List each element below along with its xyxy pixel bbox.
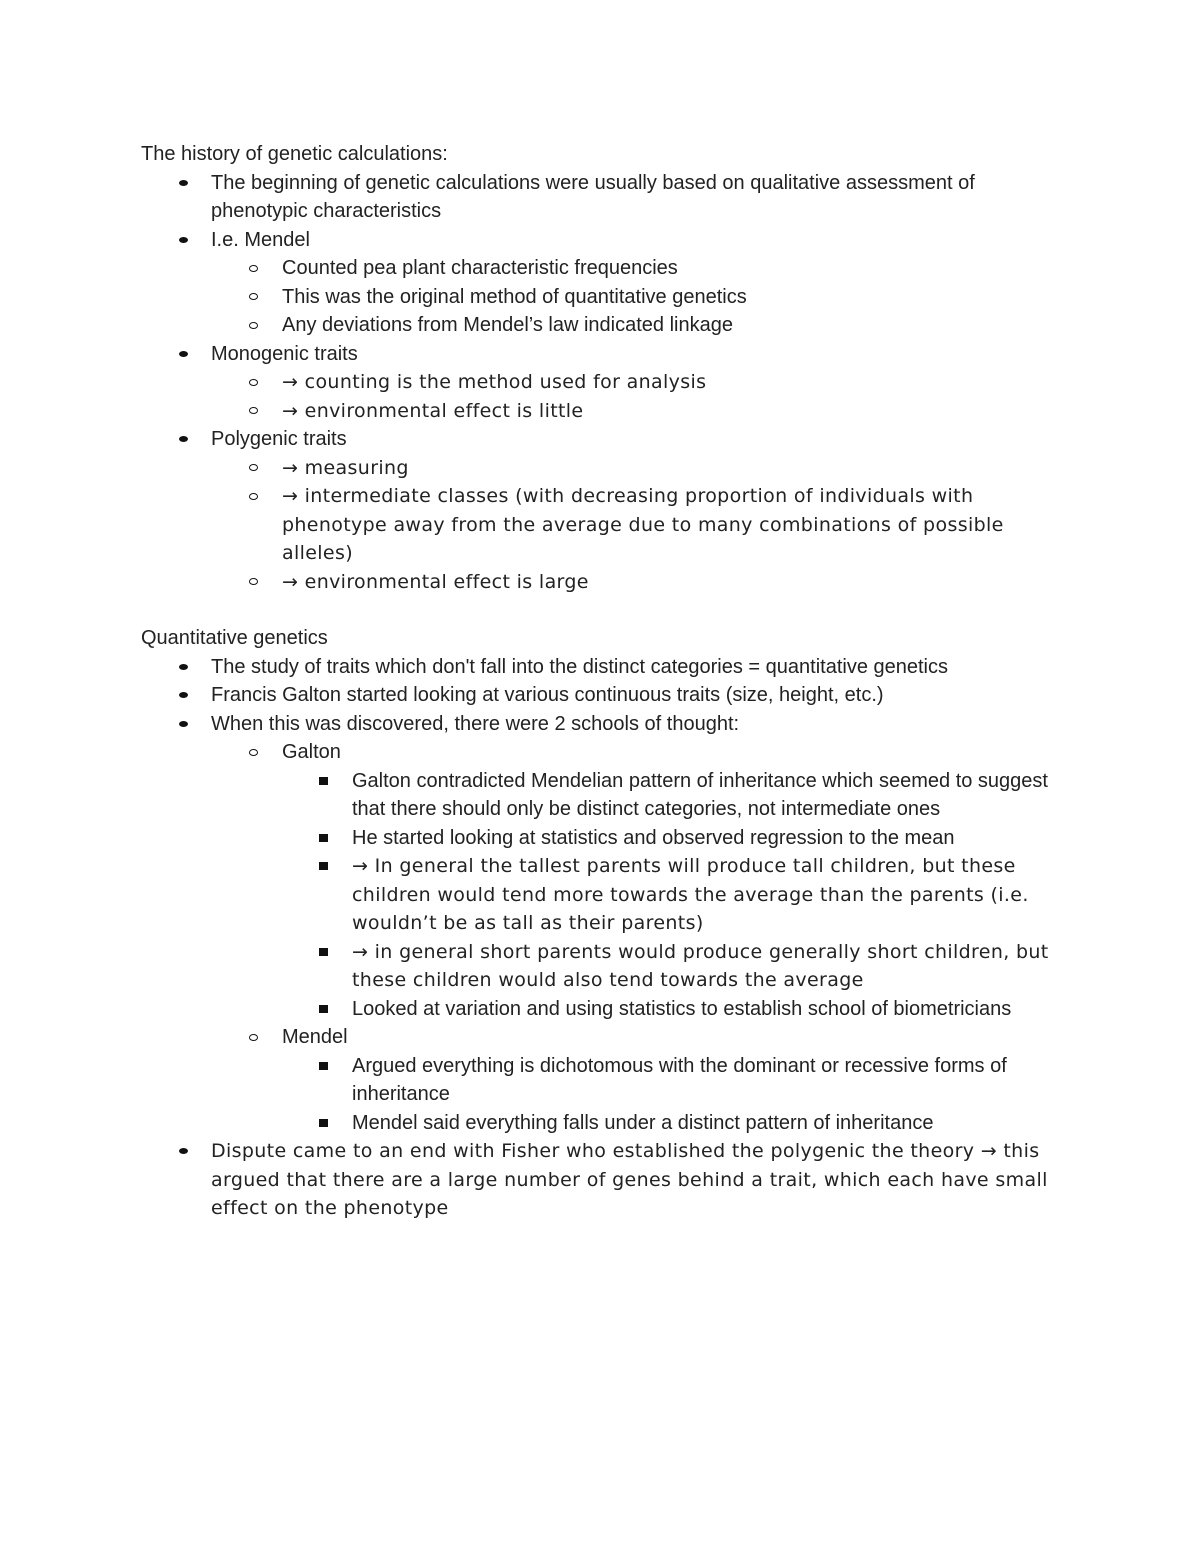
bullet-icon [177, 1137, 189, 1166]
square-bullet-icon [317, 938, 329, 967]
list-item [141, 1052, 1071, 1109]
history-list [141, 169, 1071, 255]
quantitative-list [141, 653, 1071, 739]
list-item-text: Looked at variation and using statistics to establish school of biometricians [352, 997, 1012, 1020]
bullet-icon [177, 226, 189, 255]
list-item-text: The study of traits which don't fall into the distinct categories = quantitative genetics [211, 655, 949, 678]
galton-sublist [141, 767, 1071, 1024]
list-item-text: Argued everything is dichotomous with the dominant or recessive forms of inheritance [352, 1054, 1007, 1105]
list-item [141, 938, 1071, 995]
list-item [141, 1109, 1071, 1138]
list-item [141, 425, 1071, 454]
section-spacer [141, 596, 1071, 624]
bullet-icon [177, 340, 189, 369]
list-item-text: Dispute came to an end with Fisher who established the polygenic the theory → this argued that there are a large number of genes behind a trait, which each have small effect on the phenotype [211, 1140, 1048, 1219]
section-heading-quantitative: Quantitative genetics [141, 627, 328, 649]
list-item-text: He started looking at statistics and observed regression to the mean [352, 826, 955, 849]
circle-bullet-icon [247, 368, 259, 397]
list-item [141, 169, 1071, 226]
list-item [141, 995, 1071, 1024]
list-item-text: Galton [282, 741, 341, 763]
list-item [141, 852, 1071, 938]
list-item-text: → environmental effect is little [282, 399, 584, 422]
circle-bullet-icon [247, 454, 259, 483]
bullet-icon [177, 653, 189, 682]
bullet-icon [177, 681, 189, 710]
list-item-text: Polygenic traits [211, 428, 347, 450]
list-item [141, 1137, 1071, 1223]
list-item-text: The beginning of genetic calculations were usually based on qualitative assessment of phenotypic characteristics [211, 171, 975, 222]
polygenic-sublist [141, 454, 1071, 597]
square-bullet-icon [317, 824, 329, 853]
list-item-text: → counting is the method used for analysis [282, 371, 707, 393]
circle-bullet-icon [247, 1023, 259, 1052]
list-item [141, 738, 1071, 767]
list-item-text: When this was discovered, there were 2 schools of thought: [211, 712, 740, 735]
list-item-text: I.e. Mendel [211, 228, 310, 251]
list-item [141, 340, 1071, 369]
bullet-icon [177, 425, 189, 454]
circle-bullet-icon [247, 568, 259, 597]
list-item-text: This was the original method of quantitative genetics [282, 285, 747, 308]
circle-bullet-icon [247, 283, 259, 312]
list-item [141, 681, 1071, 710]
list-item-text: Galton contradicted Mendelian pattern of inheritance which seemed to suggest that there should only be distinct categories, not intermediate ones [352, 769, 1048, 820]
square-bullet-icon [317, 767, 329, 796]
square-bullet-icon [317, 1109, 329, 1138]
list-item [141, 397, 1071, 426]
list-item [141, 368, 1071, 397]
list-item-text: Mendel [282, 1026, 348, 1048]
list-item [141, 311, 1071, 340]
circle-bullet-icon [247, 254, 259, 283]
mendel-school-sublist [141, 1052, 1071, 1138]
section-heading-history: The history of genetic calculations: [141, 143, 448, 165]
document-page [141, 140, 1071, 1223]
list-item-text: Any deviations from Mendel’s law indicated linkage [282, 314, 733, 336]
square-bullet-icon [317, 1052, 329, 1081]
square-bullet-icon [317, 995, 329, 1024]
circle-bullet-icon [247, 397, 259, 426]
list-item-text: Monogenic traits [211, 342, 358, 365]
list-item-text: → measuring [282, 456, 409, 479]
bullet-icon [177, 169, 189, 198]
circle-bullet-icon [247, 738, 259, 767]
list-item-text: → intermediate classes (with decreasing proportion of individuals with phenotype away from the average due to many combinations of possible alleles) [282, 485, 1004, 564]
list-item-text: Mendel said everything falls under a distinct pattern of inheritance [352, 1111, 934, 1134]
list-item [141, 1023, 1071, 1052]
mendel-sublist [141, 254, 1071, 340]
list-item [141, 454, 1071, 483]
list-item-text: → in general short parents would produce generally short children, but these children would also tend towards the average [352, 940, 1049, 991]
list-item [141, 568, 1071, 597]
list-item [141, 482, 1071, 568]
list-item-text: → In general the tallest parents will produce tall children, but these children would tend more towards the average than the parents (i.e. wouldn’t be as tall as their parents) [352, 855, 1029, 934]
circle-bullet-icon [247, 482, 259, 511]
bullet-icon [177, 710, 189, 739]
circle-bullet-icon [247, 311, 259, 340]
list-item [141, 653, 1071, 682]
list-item [141, 283, 1071, 312]
list-item [141, 824, 1071, 853]
list-item-text: Francis Galton started looking at various continuous traits (size, height, etc.) [211, 684, 884, 706]
square-bullet-icon [317, 852, 329, 881]
list-item [141, 710, 1071, 739]
list-item-text: Counted pea plant characteristic frequencies [282, 257, 678, 279]
list-item [141, 254, 1071, 283]
monogenic-sublist [141, 368, 1071, 425]
list-item-text: → environmental effect is large [282, 570, 589, 593]
list-item [141, 226, 1071, 255]
list-item [141, 767, 1071, 824]
